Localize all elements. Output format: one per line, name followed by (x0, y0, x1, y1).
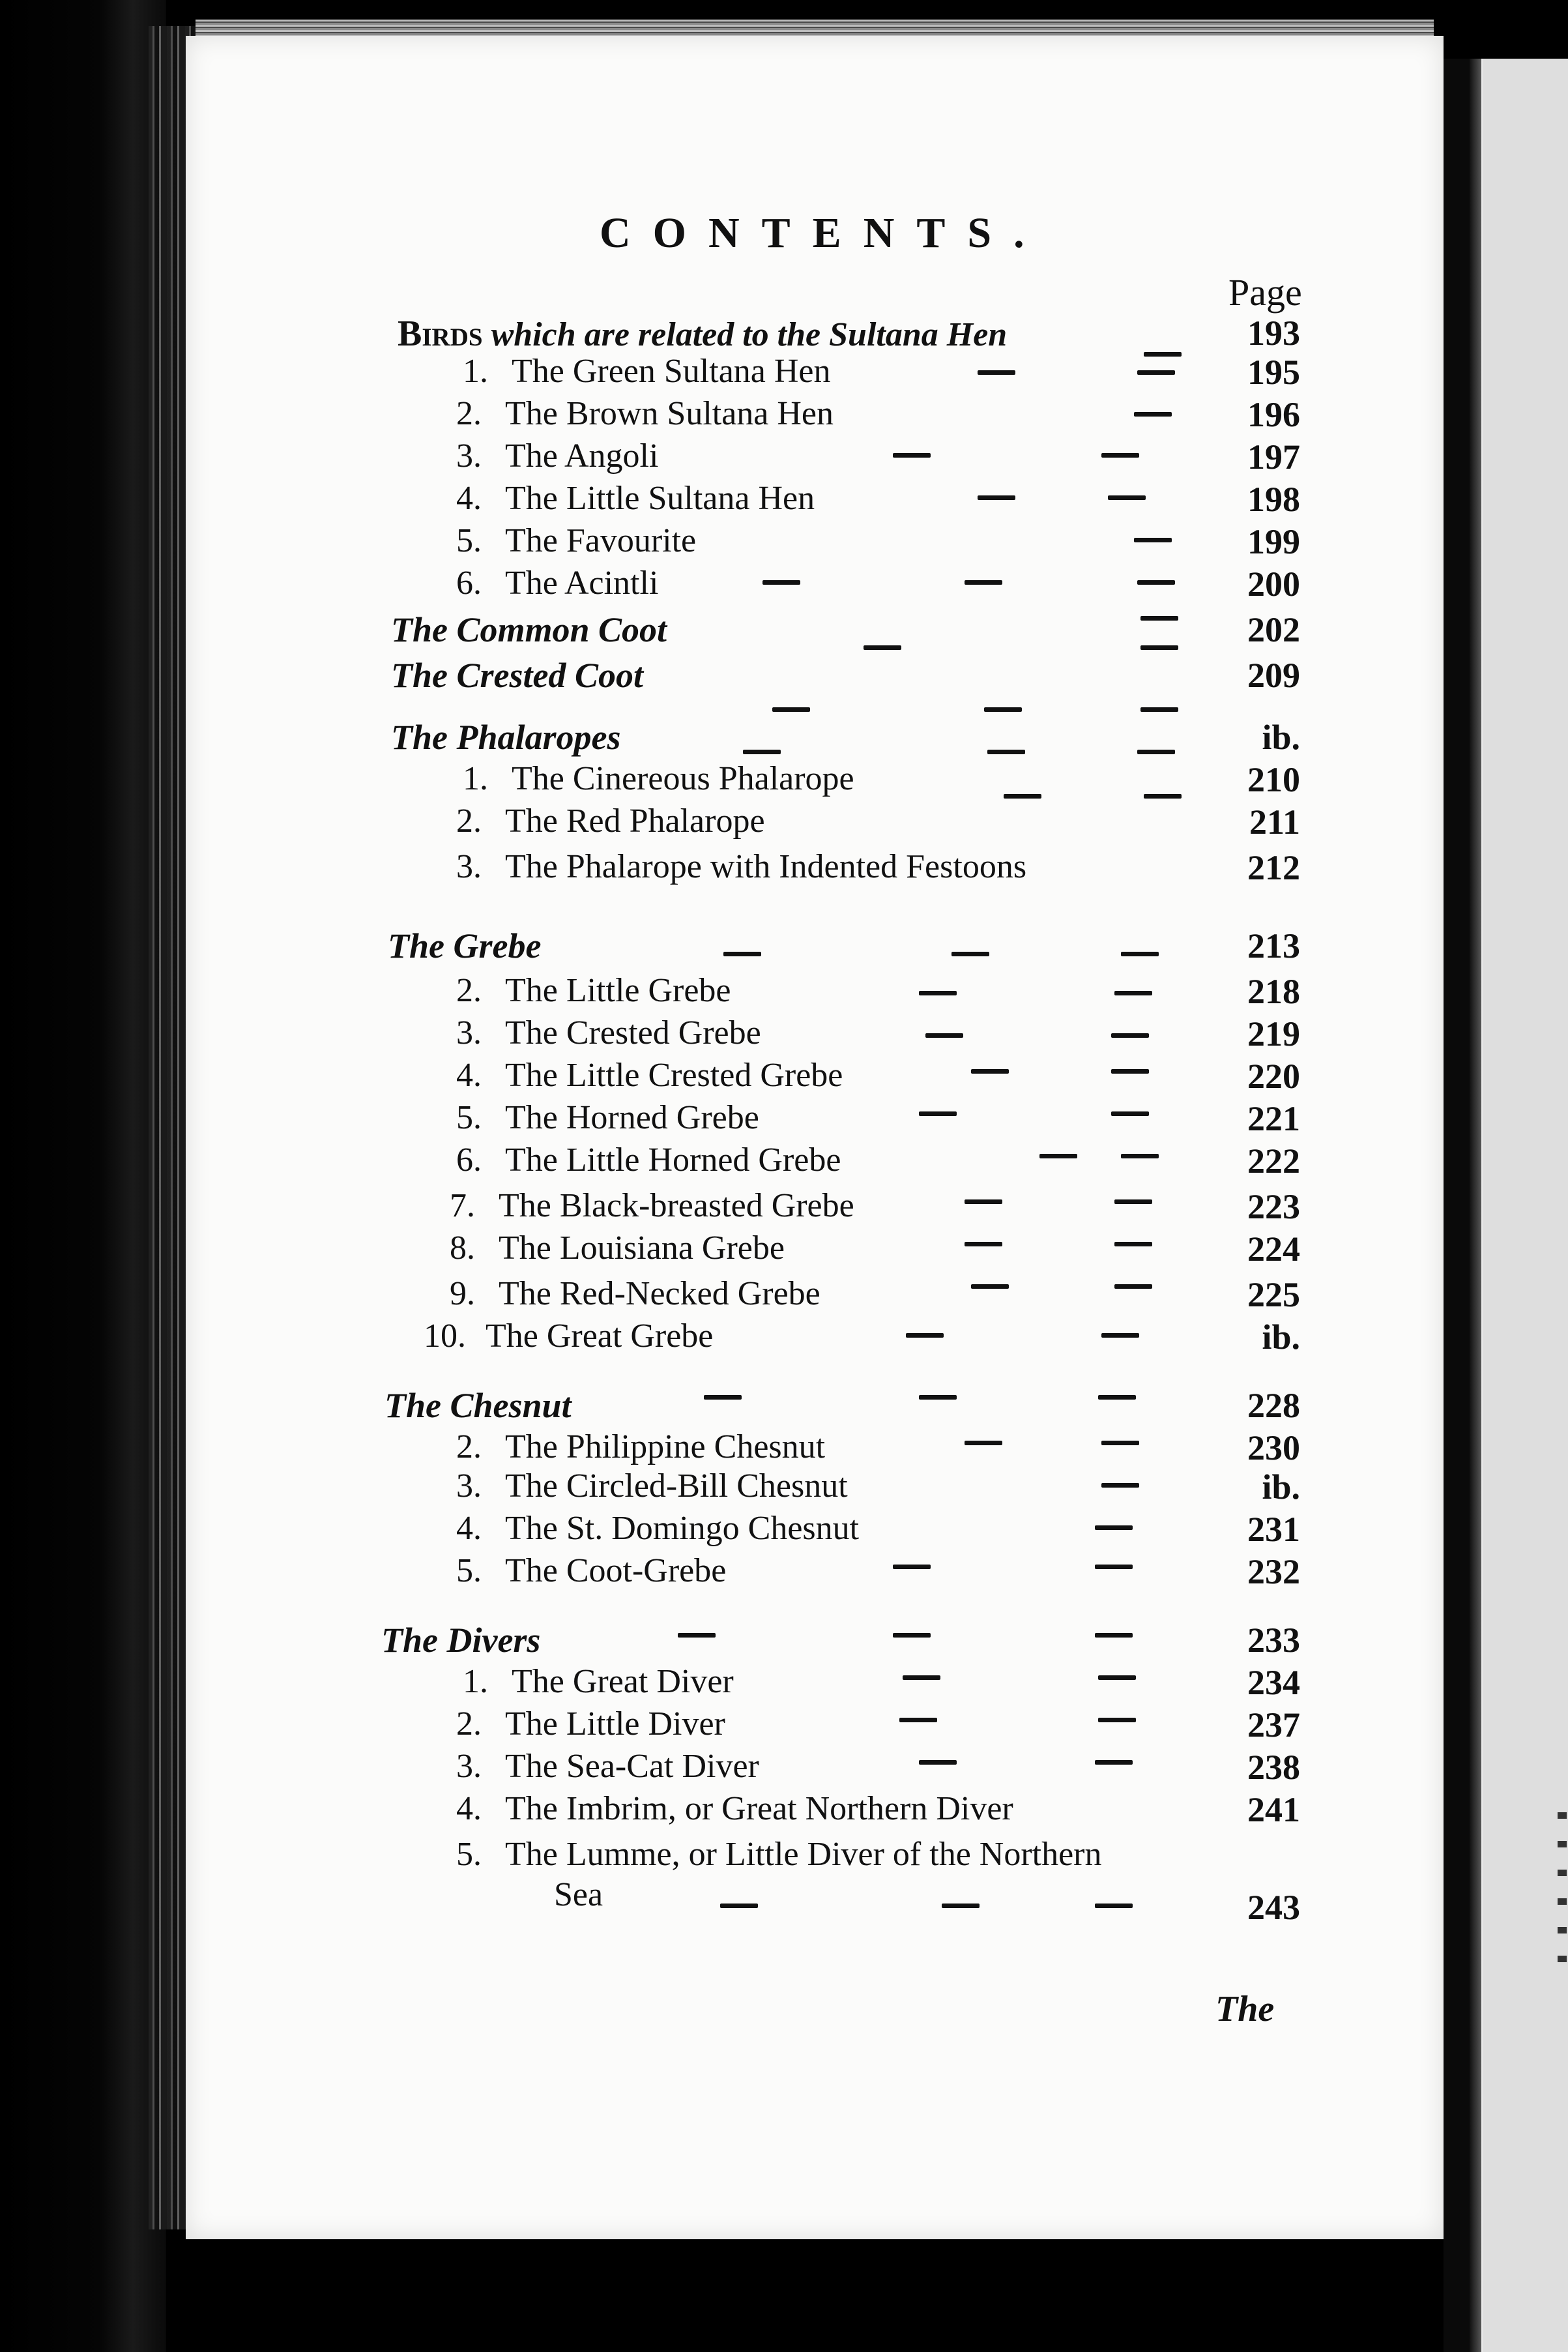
page-number: 196 (1247, 395, 1300, 434)
entry-title (456, 847, 1026, 886)
entry-title (456, 1789, 1013, 1828)
leader-dash (1121, 1154, 1159, 1158)
contents-row (0, 1467, 1369, 1512)
leader-dash (893, 453, 931, 458)
contents-row (0, 1835, 1369, 1927)
entry-title (456, 802, 765, 840)
entry-continuation: Sea (554, 1876, 603, 1913)
leader-dash (1114, 1199, 1152, 1204)
contents-row (0, 1014, 1369, 1059)
entry-text: The Philippine Chesnut (505, 1428, 826, 1465)
leader-dash (987, 750, 1025, 754)
contents-row (0, 1620, 1369, 1666)
entry-title (456, 1509, 859, 1548)
entry-text: The Angoli (505, 437, 659, 475)
leader-dash (978, 370, 1015, 375)
entry-number: 1. (463, 760, 488, 797)
entry-number: 5. (456, 1552, 482, 1589)
page-column-label: Page (1228, 271, 1302, 314)
leader-dash (1137, 580, 1175, 585)
leader-dash (1101, 453, 1139, 458)
entry-text: The Imbrim, or Great Northern Diver (505, 1790, 1013, 1827)
contents-row (0, 479, 1369, 525)
entry-title (424, 1317, 713, 1355)
leader-dash (1004, 794, 1041, 799)
entry-title (450, 1274, 820, 1313)
entry-text: The Circled-Bill Chesnut (505, 1467, 848, 1505)
contents-row (0, 655, 1369, 701)
facing-page-shadow (1470, 59, 1481, 2352)
page-number: 222 (1247, 1141, 1300, 1181)
leader-dash (919, 991, 957, 995)
page-number: 209 (1247, 656, 1300, 695)
entry-number: 7. (450, 1187, 475, 1224)
entry-text: The Crested Grebe (505, 1014, 761, 1051)
page-number: 200 (1247, 565, 1300, 604)
leader-dash (1108, 495, 1146, 500)
entry-title (463, 1662, 734, 1701)
page-number: 225 (1247, 1275, 1300, 1314)
entry-number: 2. (456, 1705, 482, 1742)
entry-text: The Little Horned Grebe (505, 1141, 841, 1179)
entry-title (456, 1098, 759, 1137)
section-title: The Crested Coot (391, 656, 643, 695)
contents-row (0, 802, 1369, 847)
contents-row (0, 1662, 1369, 1708)
entry-title (456, 522, 696, 560)
leader-dash (762, 580, 800, 585)
leader-dash (925, 1033, 963, 1038)
page-number: 218 (1247, 972, 1300, 1011)
entry-text: The Black-breasted Grebe (499, 1187, 854, 1224)
leader-dash (1140, 645, 1178, 650)
leader-dash (971, 1069, 1009, 1074)
leader-dash (1114, 1284, 1152, 1289)
page-number: 228 (1247, 1386, 1300, 1425)
entry-number: 1. (463, 353, 488, 390)
entry-text: The Brown Sultana Hen (505, 395, 834, 432)
entry-title (463, 759, 854, 798)
leader-dash (720, 1904, 758, 1908)
entry-title (456, 1056, 843, 1095)
entry-number: 2. (456, 972, 482, 1009)
page-number: 234 (1247, 1663, 1300, 1702)
contents-row (0, 1385, 1369, 1431)
page-number: ib. (1262, 1467, 1300, 1507)
entry-number: 6. (456, 1141, 482, 1179)
leader-dash (1144, 352, 1182, 357)
contents-row (0, 1141, 1369, 1186)
contents-row (0, 1274, 1369, 1320)
page-number: 221 (1247, 1099, 1300, 1138)
entry-title (456, 1551, 726, 1590)
entry-title (450, 1229, 785, 1267)
leader-dash (1140, 616, 1178, 621)
page-number: 232 (1247, 1552, 1300, 1591)
entry-text: The Louisiana Grebe (499, 1229, 785, 1267)
entry-text: The Acintli (505, 565, 659, 602)
entry-number: 2. (456, 1428, 482, 1465)
leader-dash (678, 1633, 716, 1638)
contents-row (0, 926, 1369, 971)
entry-title (456, 564, 658, 602)
facing-page-marks (1558, 1812, 1567, 1969)
entry-text: The Little Diver (505, 1705, 725, 1742)
leader-dash (965, 1441, 1002, 1445)
entry-number: 5. (456, 1099, 482, 1136)
entry-text: The Great Diver (512, 1663, 734, 1700)
contents-row (0, 1509, 1369, 1555)
section-title: The Chesnut (385, 1386, 572, 1425)
contents-row (0, 1098, 1369, 1144)
entry-text: The Phalarope with Indented Festoons (505, 848, 1027, 885)
entry-title (456, 394, 834, 433)
entry-number: 6. (456, 565, 482, 602)
page-number: 195 (1247, 353, 1300, 392)
section-title: The Divers (381, 1621, 541, 1660)
page-number: 237 (1247, 1705, 1300, 1744)
leader-dash (1121, 952, 1159, 956)
leader-dash (965, 1199, 1002, 1204)
leader-dash (971, 1284, 1009, 1289)
entry-title (456, 1014, 761, 1052)
entry-title (456, 971, 731, 1010)
leader-dash (965, 1242, 1002, 1246)
entry-title (450, 1186, 854, 1225)
leader-dash (903, 1675, 940, 1680)
entry-number: 3. (456, 1467, 482, 1505)
section-title: The Phalaropes (391, 718, 621, 757)
contents-row (0, 717, 1369, 763)
leader-dash (942, 1904, 980, 1908)
leader-dash (1095, 1760, 1133, 1765)
contents-row (0, 437, 1369, 482)
leader-dash (978, 495, 1015, 500)
entry-text: The Cinereous Phalarope (512, 760, 854, 797)
entry-number: 5. (456, 522, 482, 559)
leader-dash (906, 1333, 944, 1338)
leader-dash (1134, 412, 1172, 417)
entry-text: The Red Phalarope (505, 802, 765, 840)
entry-title (456, 1705, 725, 1743)
leader-dash (919, 1760, 957, 1765)
leader-dash (1098, 1675, 1136, 1680)
contents-row (0, 352, 1369, 398)
page-number: 202 (1247, 610, 1300, 649)
leader-dash (1114, 1242, 1152, 1246)
page-number: 211 (1249, 802, 1300, 842)
leader-dash (1095, 1904, 1133, 1908)
contents-row (0, 971, 1369, 1017)
leader-dash (1101, 1441, 1139, 1445)
page-number: 198 (1247, 480, 1300, 519)
entry-number: 4. (456, 1057, 482, 1094)
entry-number: 9. (450, 1275, 475, 1312)
leader-dash (899, 1718, 937, 1722)
leader-dash (1111, 1033, 1149, 1038)
leader-dash (984, 707, 1022, 712)
leader-dash (1101, 1333, 1139, 1338)
entry-number: 8. (450, 1229, 475, 1267)
contents-row (0, 1229, 1369, 1274)
leader-dash (864, 645, 901, 650)
entry-title (456, 1835, 1102, 1913)
entry-title (456, 1747, 759, 1786)
page-number: 213 (1247, 926, 1300, 965)
entry-text: The Sea-Cat Diver (505, 1748, 759, 1785)
leader-dash (704, 1395, 742, 1400)
leader-dash (919, 1395, 957, 1400)
entry-number: 1. (463, 1663, 488, 1700)
entry-number: 10. (424, 1317, 466, 1355)
leader-dash (951, 952, 989, 956)
leader-dash (1137, 370, 1175, 375)
page-number: 223 (1247, 1187, 1300, 1226)
entry-text: The Coot-Grebe (505, 1552, 727, 1589)
entry-number: 3. (456, 848, 482, 885)
leader-dash (1111, 1111, 1149, 1116)
entry-text: The Red-Necked Grebe (499, 1275, 820, 1312)
leader-dash (893, 1565, 931, 1569)
page-number: 219 (1247, 1014, 1300, 1053)
contents-row (0, 564, 1369, 610)
entry-text: The Little Grebe (505, 972, 731, 1009)
section-title: The Common Coot (391, 610, 667, 649)
leader-dash (1114, 991, 1152, 995)
entry-text: The Green Sultana Hen (512, 353, 831, 390)
entry-number: 3. (456, 1014, 482, 1051)
entry-number: 4. (456, 1510, 482, 1547)
page-number: 243 (1247, 1888, 1300, 1927)
leader-dash (772, 707, 810, 712)
contents-row (0, 394, 1369, 440)
page-number: ib. (1262, 718, 1300, 757)
entry-title (463, 352, 830, 390)
contents-row (0, 1747, 1369, 1793)
page-number: 233 (1247, 1621, 1300, 1660)
page-number: 230 (1247, 1428, 1300, 1467)
leader-dash (1095, 1565, 1133, 1569)
leader-dash (1039, 1154, 1077, 1158)
entry-text: The Little Crested Grebe (505, 1057, 843, 1094)
entry-text: The Lumme, or Little Diver of the Northern (505, 1836, 1102, 1873)
entry-title (456, 1141, 841, 1179)
page-number: 220 (1247, 1057, 1300, 1096)
leader-dash (1095, 1633, 1133, 1638)
entry-number: 3. (456, 437, 482, 475)
leader-dash (743, 750, 781, 754)
entry-text: The St. Domingo Chesnut (505, 1510, 860, 1547)
page-number: ib. (1262, 1317, 1300, 1357)
contents-row (0, 1789, 1369, 1835)
page-number: 238 (1247, 1748, 1300, 1787)
entry-number: 2. (456, 395, 482, 432)
page-number: 224 (1247, 1229, 1300, 1269)
page-number: 210 (1247, 760, 1300, 799)
entry-text: The Horned Grebe (505, 1099, 759, 1136)
birds-heading (398, 313, 1007, 355)
section-title: The Grebe (388, 926, 542, 965)
entry-number: 3. (456, 1748, 482, 1785)
entry-number: 5. (456, 1836, 482, 1873)
leader-dash (1098, 1395, 1136, 1400)
leader-dash (919, 1111, 957, 1116)
birds-heading-rest: which are related to the Sultana Hen (482, 316, 1008, 353)
page-number: 241 (1247, 1790, 1300, 1829)
contents-row (0, 1551, 1369, 1597)
page-number: 231 (1247, 1510, 1300, 1549)
leader-dash (1095, 1525, 1133, 1530)
contents-row (0, 1056, 1369, 1102)
entry-text: The Great Grebe (486, 1317, 714, 1355)
leader-dash (893, 1633, 931, 1638)
page-number: 212 (1247, 848, 1300, 887)
leader-dash (1140, 707, 1178, 712)
page-number: 193 (1247, 314, 1300, 353)
entry-title (456, 1428, 825, 1466)
leader-dash (723, 952, 761, 956)
leader-dash (1098, 1718, 1136, 1722)
leader-dash (1111, 1069, 1149, 1074)
page-heading: CONTENTS. (600, 209, 1047, 257)
catchword: The (1215, 1989, 1275, 2029)
page-number: 197 (1247, 437, 1300, 477)
leader-dash (1101, 1483, 1139, 1488)
entry-title (456, 1467, 848, 1505)
entry-number: 4. (456, 1790, 482, 1827)
entry-title (456, 437, 658, 475)
contents-row (0, 1186, 1369, 1232)
contents-row (0, 522, 1369, 567)
entry-text: The Little Sultana Hen (505, 480, 815, 517)
contents-row (0, 847, 1369, 893)
page-number: 199 (1247, 522, 1300, 561)
entry-number: 4. (456, 480, 482, 517)
facing-page-edge (1444, 59, 1568, 2352)
leader-dash (965, 580, 1002, 585)
leader-dash (1137, 750, 1175, 754)
leader-dash (1134, 538, 1172, 542)
leader-dash (1144, 794, 1182, 799)
birds-heading-lead: Birds (398, 314, 483, 354)
contents-row (0, 1317, 1369, 1362)
entry-text: The Favourite (505, 522, 697, 559)
entry-number: 2. (456, 802, 482, 840)
entry-title (456, 479, 815, 518)
contents-row (0, 1705, 1369, 1750)
